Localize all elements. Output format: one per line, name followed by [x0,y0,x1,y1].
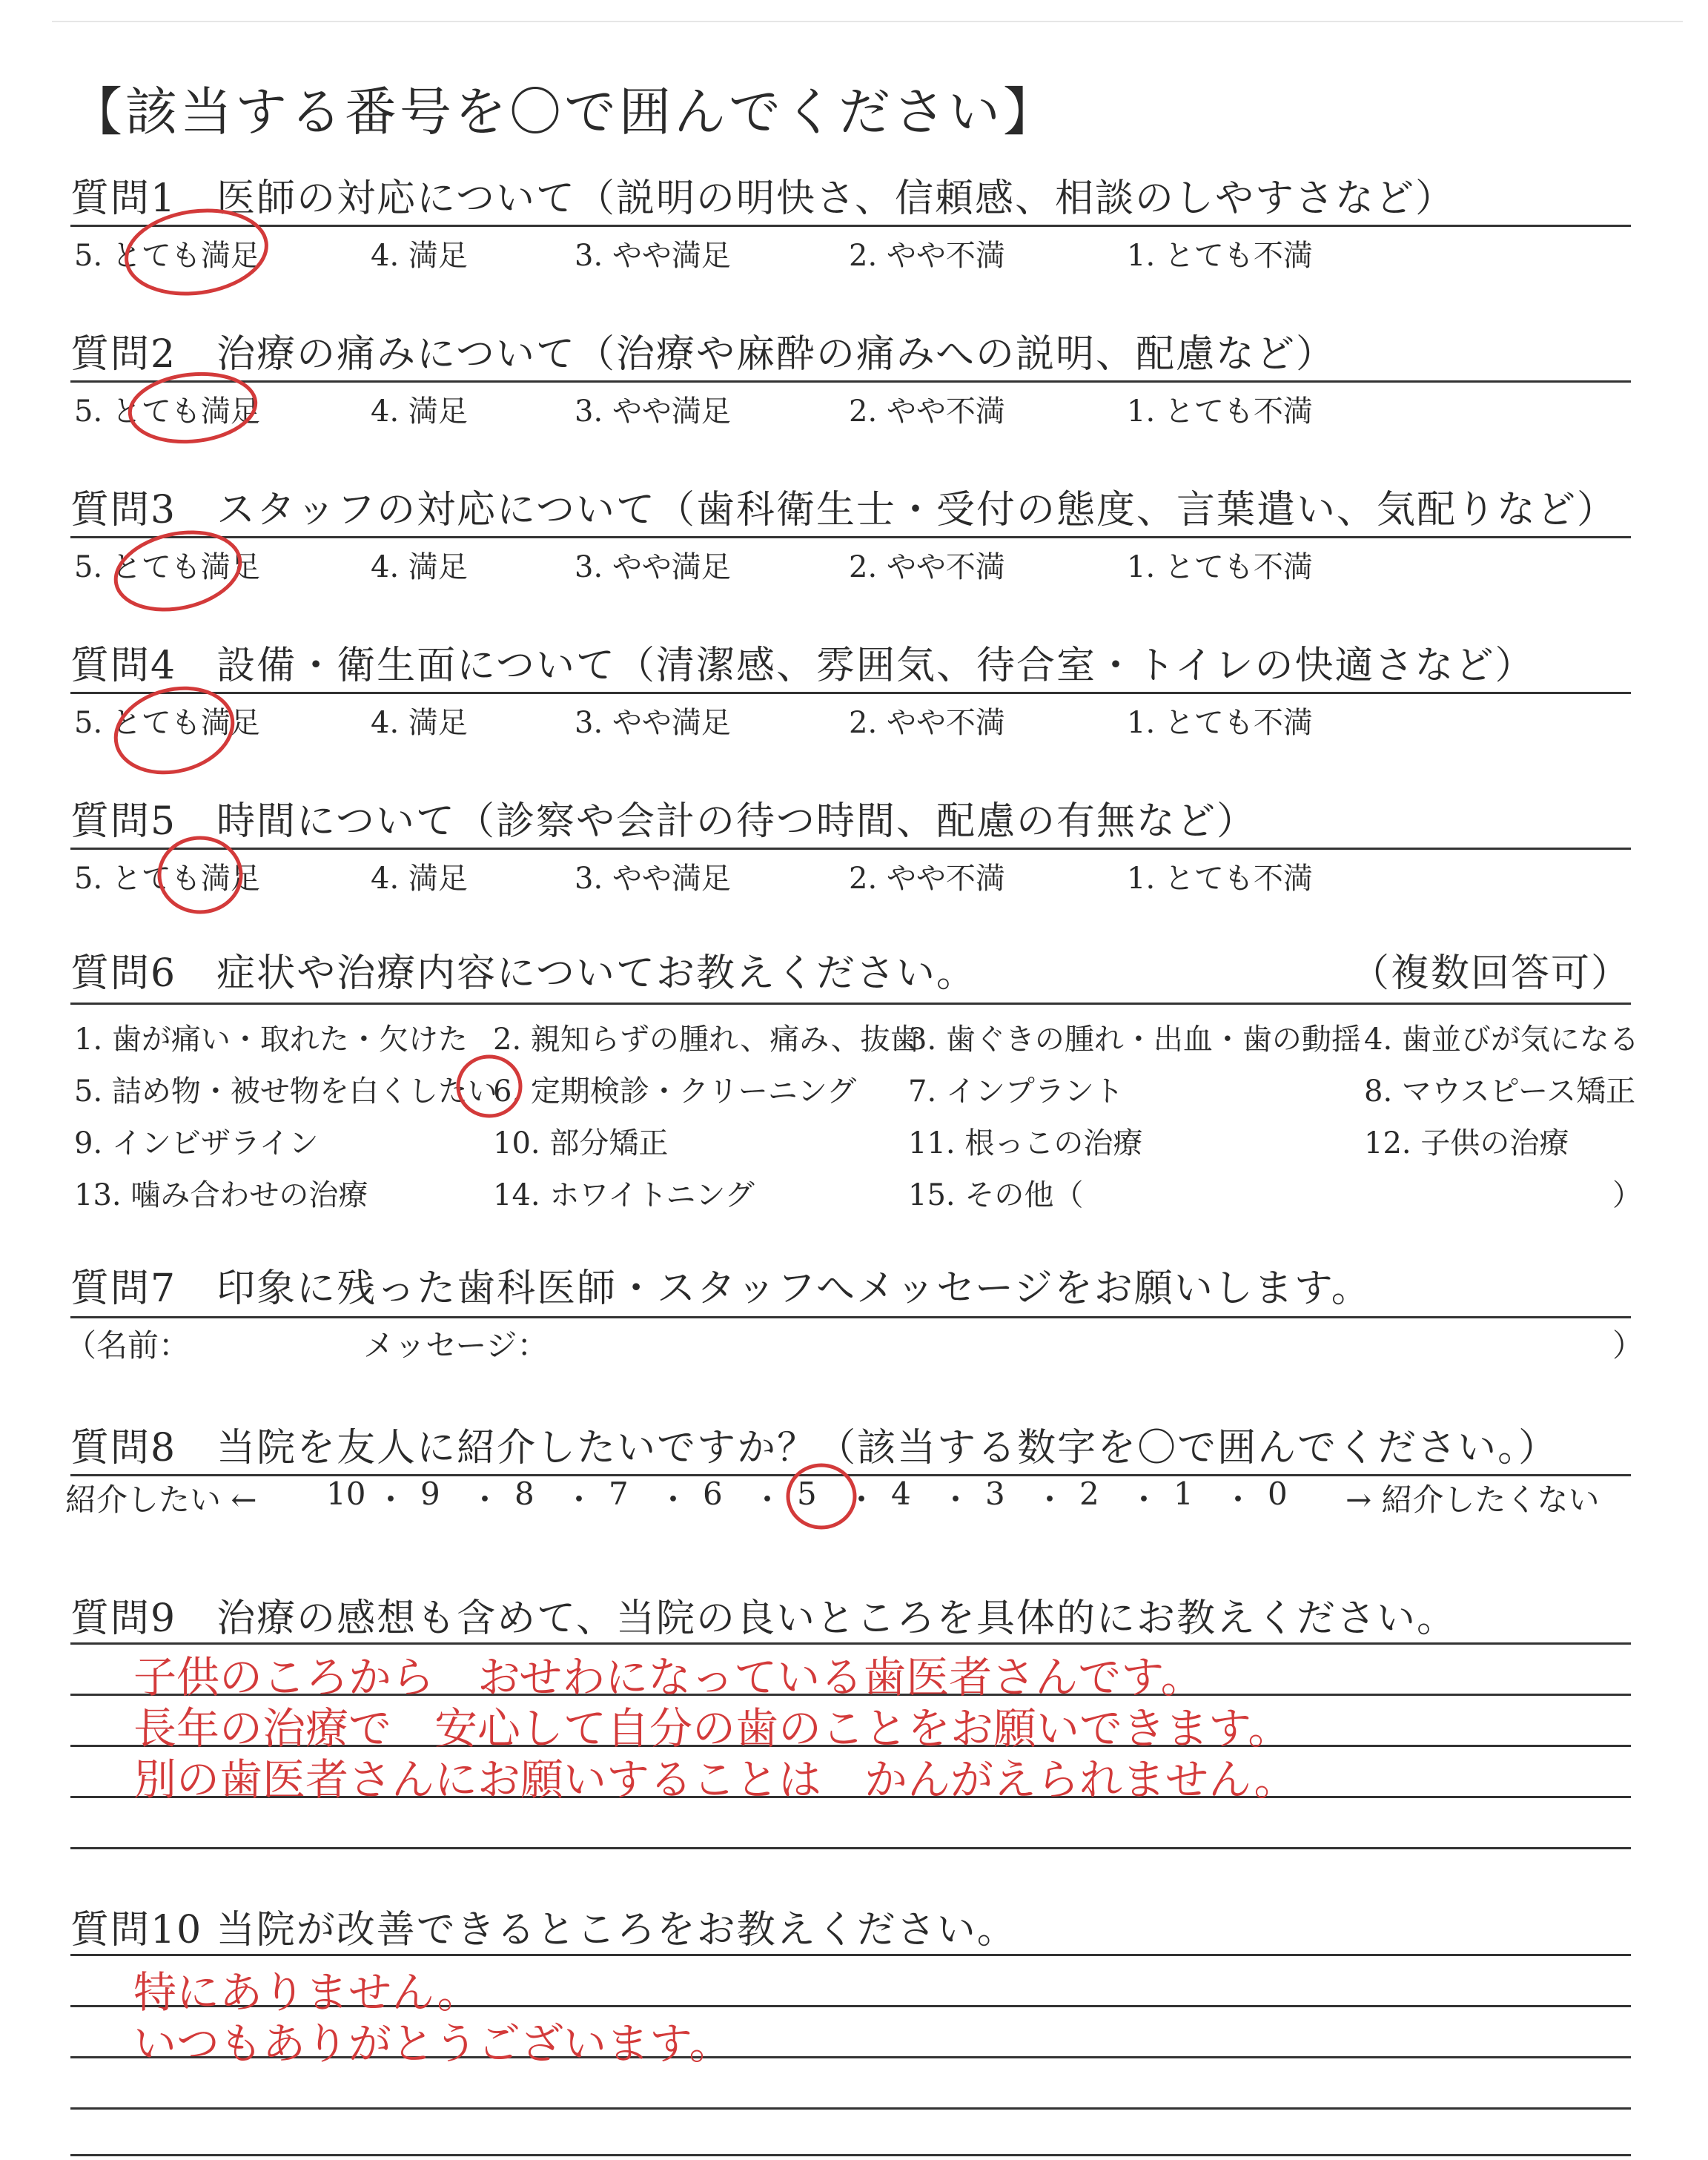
q2-option-5[interactable]: 5. とても満足 [74,394,260,429]
q8-scale-9[interactable]: 9 [420,1476,440,1512]
q8-scale-0[interactable]: 0 [1268,1476,1288,1512]
q7-title: 質問7 印象に残った歯科医師・スタッフへメッセージをお願いします。 [70,1266,1371,1311]
q6-option-4[interactable]: 4. 歯並びが気になる [1364,1023,1639,1057]
q8-scale-separator: ・ [375,1482,407,1518]
q6-option-14[interactable]: 14. ホワイトニング [493,1178,755,1212]
q8-scale-6[interactable]: 6 [703,1476,723,1512]
q4-title: 質問4 設備・衛生面について（清潔感、雰囲気、待合室・トイレの快適さなど） [70,644,1535,688]
q6-option-3[interactable]: 3. 歯ぐきの腫れ・出血・歯の動揺 [908,1023,1361,1057]
q8-scale-3[interactable]: 3 [985,1476,1005,1512]
q10-line-4 [70,2107,1631,2110]
q3-option-1[interactable]: 1. とても不満 [1127,550,1313,584]
q6-option-10[interactable]: 10. 部分矯正 [493,1126,669,1160]
q1-title: 質問1 医師の対応について（説明の明快さ、信頼感、相談のしやすさなど） [70,176,1455,221]
q2-option-3[interactable]: 3. やや満足 [575,394,731,429]
q10-line-1 [70,1954,1631,1956]
q8-scale-separator: ・ [846,1482,878,1518]
q9-handwriting-2: 長年の治療で 安心して自分の歯のことをお願いできます。 [133,1703,1291,1754]
q8-scale-separator: ・ [563,1482,595,1518]
q8-scale-4[interactable]: 4 [891,1476,911,1512]
q6-option-11[interactable]: 11. 根っこの治療 [908,1126,1143,1160]
q10-handwriting-1: 特にありません。 [133,1967,480,2018]
q5-option-4[interactable]: 4. 満足 [371,862,468,896]
q4-rule [70,692,1631,694]
q4-option-4[interactable]: 4. 満足 [371,706,468,740]
page-header: 【該当する番号を〇で囲んでください】 [70,82,1058,142]
q3-title: 質問3 スタッフの対応について（歯科衛生士・受付の態度、言葉遣い、気配りなど） [70,488,1618,532]
top-border [52,21,1683,22]
q3-option-2[interactable]: 2. やや不満 [849,550,1005,584]
q8-scale-separator: ・ [940,1482,972,1518]
q6-rule [70,1003,1631,1005]
q8-scale-separator: ・ [469,1482,501,1518]
q6-option-13[interactable]: 13. 噛み合わせの治療 [74,1178,368,1212]
q5-option-3[interactable]: 3. やや満足 [575,862,731,896]
q8-right-label: → 紹介したくない [1345,1482,1600,1518]
q3-option-4[interactable]: 4. 満足 [371,550,468,584]
q2-title: 質問2 治療の痛みについて（治療や麻酔の痛みへの説明、配慮など） [70,332,1337,377]
q6-other-close: ） [1612,1178,1642,1212]
q1-option-5[interactable]: 5. とても満足 [74,239,260,273]
q1-rule [70,225,1631,227]
q1-option-3[interactable]: 3. やや満足 [575,239,731,273]
q9-handwriting-1: 子供のころから おせわになっている歯医者さんです。 [133,1652,1204,1702]
q3-rule [70,536,1631,538]
q6-title-text: 質問6 症状や治療内容についてお教えください。 [70,951,977,996]
q10-handwriting-2: いつもありがとうございます。 [133,2018,732,2069]
q8-scale-2[interactable]: 2 [1079,1476,1099,1512]
q7-close: ） [1612,1327,1644,1364]
q8-scale-separator: ・ [1128,1482,1160,1518]
q6-option-15[interactable]: 15. その他（ [908,1178,1084,1212]
q4-option-3[interactable]: 3. やや満足 [575,706,731,740]
q6-title [70,942,1631,997]
q3-option-5[interactable]: 5. とても満足 [74,550,260,584]
q8-scale-7[interactable]: 7 [609,1476,629,1512]
q6-option-1[interactable]: 1. 歯が痛い・取れた・欠けた [74,1023,468,1057]
q6-note: （複数回答可） [1350,951,1631,996]
q8-scale-10[interactable]: 10 [326,1476,366,1512]
q7-message-label: メッセージ： [363,1327,549,1364]
q6-option-7[interactable]: 7. インプラント [908,1074,1124,1109]
q8-scale-separator: ・ [1034,1482,1066,1518]
q5-rule [70,848,1631,850]
q1-option-4[interactable]: 4. 満足 [371,239,468,273]
q8-scale-5[interactable]: 5 [797,1476,817,1512]
q9-line-5 [70,1847,1631,1849]
q8-left-label: 紹介したい ← [65,1482,257,1518]
q5-option-2[interactable]: 2. やや不満 [849,862,1005,896]
q8-scale-separator: ・ [658,1482,689,1518]
q8-title: 質問8 当院を友人に紹介したいですか？（該当する数字を〇で囲んでください。） [70,1426,1559,1470]
q5-option-1[interactable]: 1. とても不満 [1127,862,1313,896]
q5-title: 質問5 時間について（診察や会計の待つ時間、配慮の有無など） [70,799,1257,844]
q6-option-5[interactable]: 5. 詰め物・被せ物を白くしたい [74,1074,497,1109]
q9-title: 質問9 治療の感想も含めて、当院の良いところを具体的にお教えください。 [70,1596,1457,1641]
q9-handwriting-3: 別の歯医者さんにお願いすることは かんがえられません。 [133,1754,1297,1805]
q6-option-12[interactable]: 12. 子供の治療 [1364,1126,1569,1160]
q5-option-5[interactable]: 5. とても満足 [74,862,260,896]
q4-option-2[interactable]: 2. やや不満 [849,706,1005,740]
q1-option-1[interactable]: 1. とても不満 [1127,239,1313,273]
q8-scale-separator: ・ [752,1482,784,1518]
q10-line-5 [70,2154,1631,2156]
q6-option-9[interactable]: 9. インビザライン [74,1126,319,1160]
q6-option-2[interactable]: 2. 親知らずの腫れ、痛み、抜歯 [493,1023,920,1057]
q4-option-1[interactable]: 1. とても不満 [1127,706,1313,740]
q6-option-6[interactable]: 6. 定期検診・クリーニング [493,1074,857,1109]
q8-scale-8[interactable]: 8 [514,1476,534,1512]
q1-option-2[interactable]: 2. やや不満 [849,239,1005,273]
q2-option-1[interactable]: 1. とても不満 [1127,394,1313,429]
q2-rule [70,380,1631,383]
q4-option-5[interactable]: 5. とても満足 [74,706,260,740]
q2-option-4[interactable]: 4. 満足 [371,394,468,429]
q2-option-2[interactable]: 2. やや不満 [849,394,1005,429]
q3-option-3[interactable]: 3. やや満足 [575,550,731,584]
q10-title: 質問10 当院が改善できるところをお教えください。 [70,1908,1017,1952]
q8-scale-separator: ・ [1222,1482,1254,1518]
q7-name-label: （名前： [65,1327,191,1364]
q6-option-8[interactable]: 8. マウスピース矯正 [1364,1074,1636,1109]
q8-scale-1[interactable]: 1 [1174,1476,1194,1512]
q7-rule [70,1316,1631,1318]
